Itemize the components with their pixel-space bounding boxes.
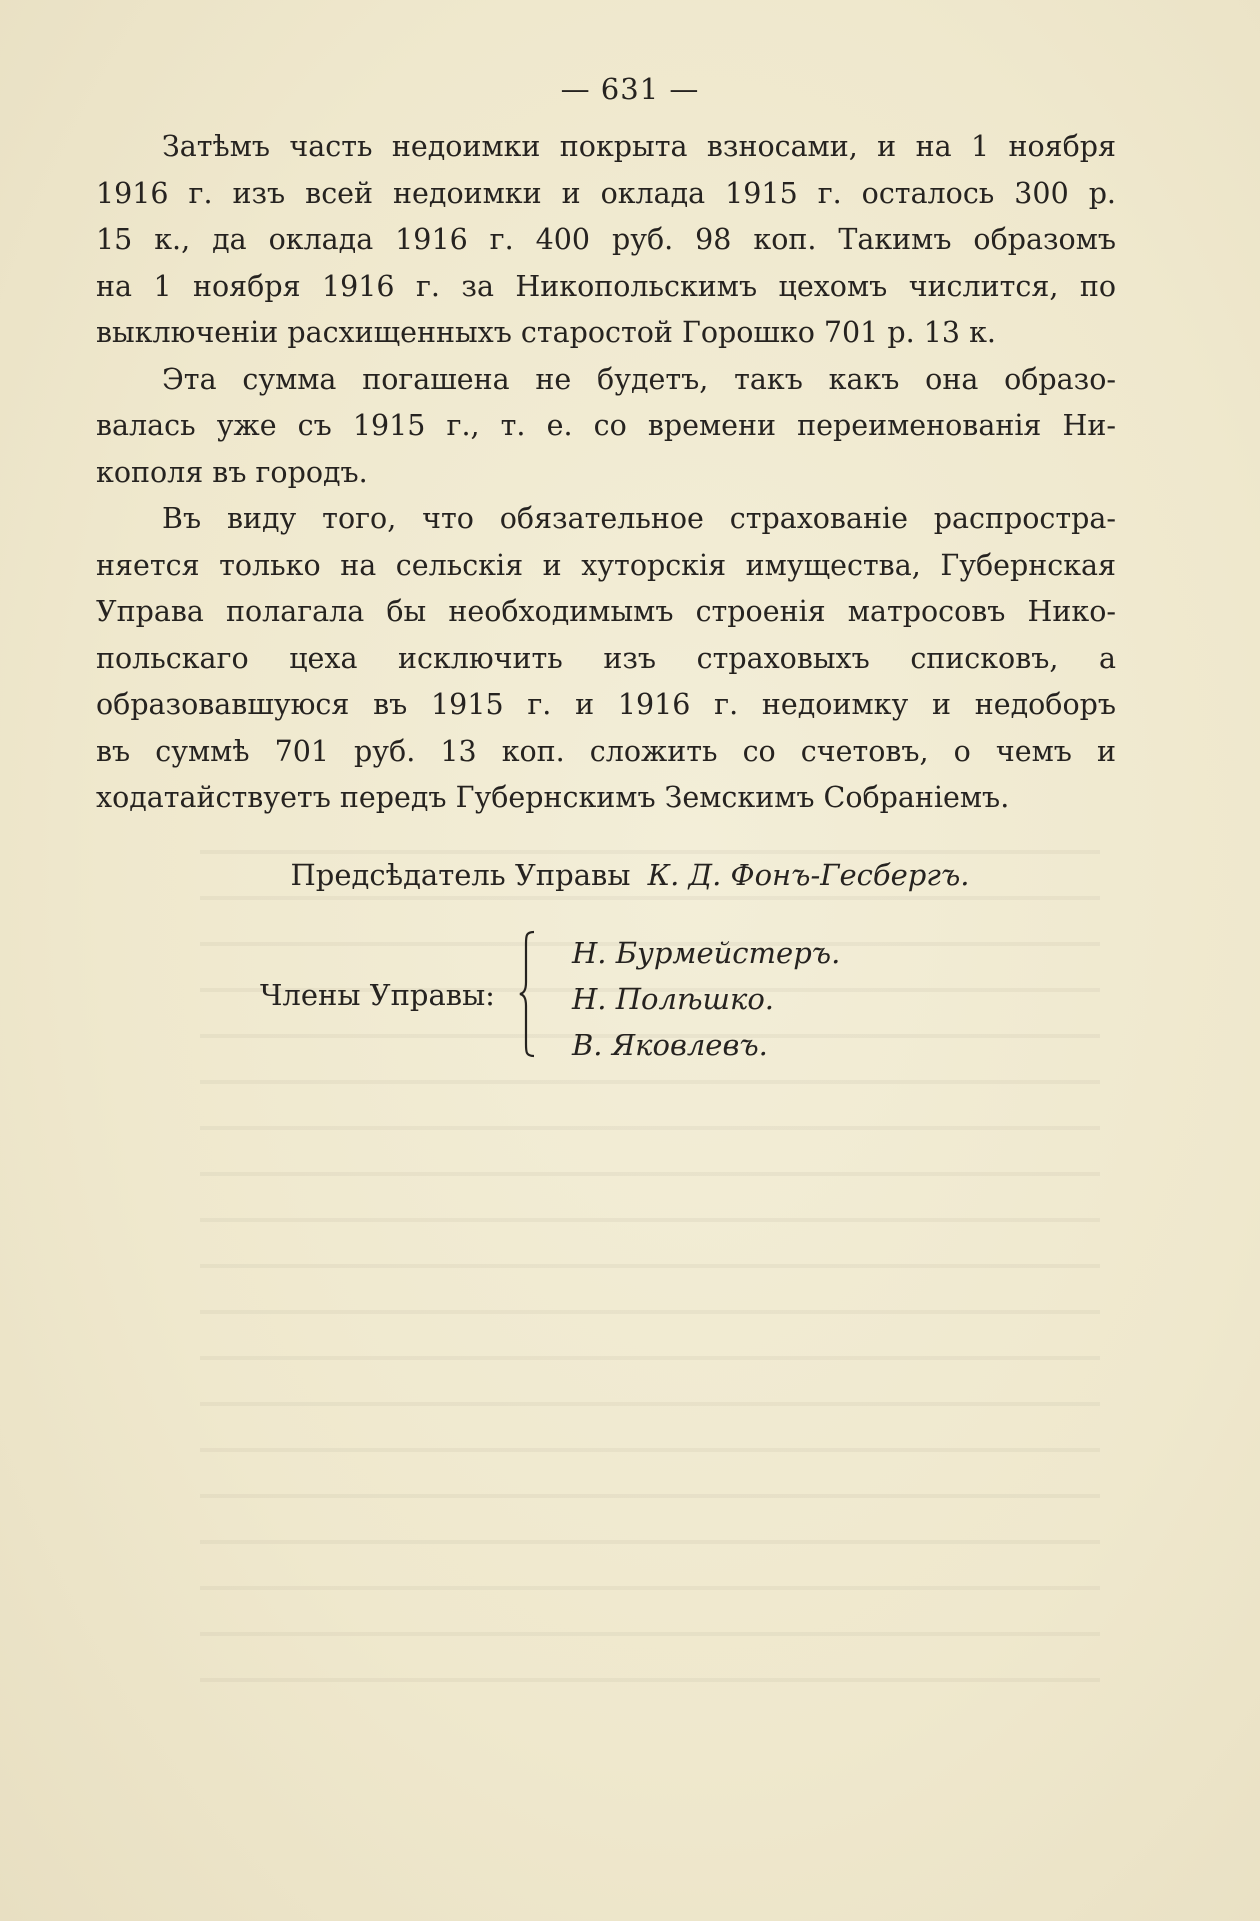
text-line: на 1 ноября 1916 г. за Никопольскимъ цехомъ числится, по [96, 269, 1116, 303]
text-line: польскаго цеха исключить изъ страховыхъ списковъ, а [96, 641, 1116, 675]
text-line: въ суммѣ 701 руб. 13 коп. сложить со счетовъ, о чемъ и [96, 734, 1116, 768]
text-line: кополя въ городъ. [96, 455, 368, 489]
paragraph-2 [96, 357, 1116, 497]
text-line: 15 к., да оклада 1916 г. 400 руб. 98 коп. Такимъ образомъ [96, 223, 1116, 256]
text-line: 1916 г. изъ всей недоимки и оклада 1915 г. осталось 300 р. [96, 176, 1116, 210]
body-text [96, 124, 1116, 822]
text-line: Эта сумма погашена не будетъ, такъ какъ она образо- [162, 362, 1116, 396]
page-number: — 631 — [560, 72, 700, 106]
text-line: Затѣмъ часть недоимки покрыта взносами, и на 1 ноября [162, 130, 1116, 163]
text-line: Въ виду того, что обязательное страхованіе распростра- [162, 502, 1116, 535]
member-name: Н. Полѣшко. [572, 982, 774, 1016]
paragraph-3 [96, 496, 1116, 822]
text-line: няется только на сельскія и хуторскія имущества, Губернская [96, 548, 1116, 582]
text-line: Управа полагала бы необходимымъ строенія матросовъ Нико- [96, 595, 1116, 628]
members-label: Члены Управы: [260, 978, 495, 1012]
curly-brace-icon [518, 930, 538, 1058]
members-signatures [260, 930, 1060, 1060]
chairman-signature [0, 858, 1260, 892]
member-name: В. Яковлевъ. [572, 1028, 768, 1062]
text-line: выключеніи расхищенныхъ старостой Горошко 701 р. 13 к. [96, 316, 996, 349]
chairman-name: К. Д. Фонъ-Гесбергъ. [647, 858, 970, 892]
member-name: Н. Бурмейстеръ. [572, 936, 841, 970]
text-line: валась уже съ 1915 г., т. е. со времени переименованія Ни- [96, 409, 1116, 442]
chairman-title: Предсѣдатель Управы [290, 858, 631, 892]
text-line: ходатайствуетъ передъ Губернскимъ Земскимъ Собраніемъ. [96, 781, 1010, 814]
paragraph-1 [96, 124, 1116, 357]
text-line: образовавшуюся въ 1915 г. и 1916 г. недоимку и недоборъ [96, 688, 1116, 721]
